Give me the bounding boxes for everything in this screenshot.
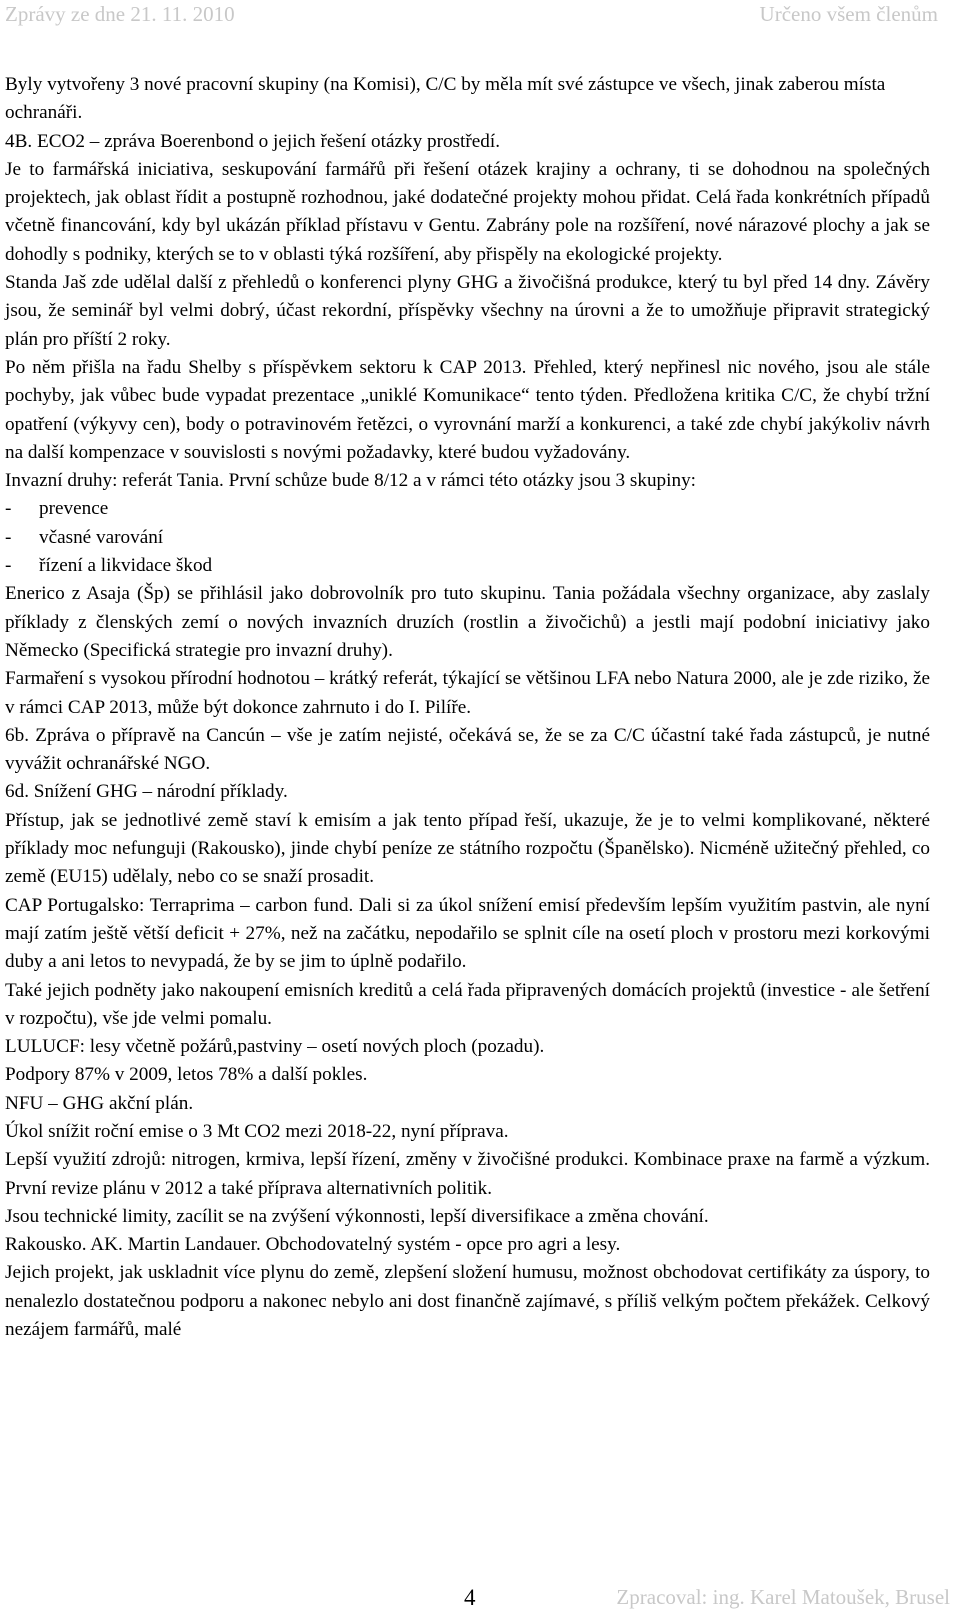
list-item: - včasné varování bbox=[5, 526, 164, 548]
paragraph: Jsou technické limity, zacílit se na zvýšení výkonnosti, lepší diversifikace a změna chování. bbox=[5, 1205, 709, 1227]
paragraph: Jejich projekt, jak uskladnit více plynu do země, zlepšení složení humusu, možnost obchodovat certifikáty za úspory, to nenalezlo dostatečnou podporu a nakonec nebylo ani dost finančně zajímavé, s příliš velkým počtem překážek. Celkový nezájem farmářů, malé bbox=[5, 1262, 930, 1341]
paragraph: Standa Jaš zde udělal další z přehledů o konferenci plyny GHG a živočišná produkce, který tu byl před 14 dny. Závěry jsou, že seminář byl velmi dobrý, účast rekordní, příspěvky všechny na úrovni a že to umožňuje připravit strategický plán pro příští 2 roky. bbox=[5, 272, 930, 350]
paragraph: Po něm přišla na řadu Shelby s příspěvkem sektoru k CAP 2013. Přehled, který nepřinesl nic nového, jsou ale stále pochyby, jak vůbec bude vypadat prezentace „uniklé Komunikace“ tento týden. Předložena kritika C/C, že chybí tržní opatření (výkyvy cen), body o potravinovém řetězci, o vyrovnání marží a konkurenci, a také zde chybí jakýkoliv návrh na další kompenzace v souvislosti s novými požadavky, které budou vyžadovány. bbox=[5, 356, 930, 463]
paragraph: NFU – GHG akční plán. bbox=[5, 1092, 194, 1114]
section-heading: 4B. ECO2 – zpráva Boerenbond o jejich řešení otázky prostředí. bbox=[5, 130, 501, 152]
page-footer bbox=[0, 1585, 960, 1617]
list-item-text: řízení a likvidace škod bbox=[39, 555, 213, 577]
section-heading: 6d. Snížení GHG – národní příklady. bbox=[5, 781, 288, 803]
paragraph: CAP Portugalsko: Terraprima – carbon fund. Dali si za úkol snížení emisí především lepším využitím pastvin, ale nyní mají zatím ještě větší deficit + 27%, než na začátku, nepodařilo se splnit cíle na osetí ploch v prostoru mezi korkovými duby a ani letos to nevypadá, že by se jim to úplně podařilo. bbox=[5, 894, 930, 973]
paragraph: Byly vytvořeny 3 nové pracovní skupiny (na Komisi), C/C by měla mít své zástupce ve všech, jinak zaberou místa ochranáři. bbox=[5, 74, 886, 124]
paragraph: Podpory 87% v 2009, letos 78% a další pokles. bbox=[5, 1064, 368, 1086]
paragraph: Invazní druhy: referát Tania. První schůze bude 8/12 a v rámci této otázky jsou 3 skupiny: bbox=[5, 470, 696, 492]
paragraph: 6b. Zpráva o přípravě na Cancún – vše je zatím nejisté, očekává se, že se za C/C účastní také řada zástupců, je nutné vyvážit ochranářské NGO. bbox=[5, 724, 930, 775]
page-header bbox=[0, 0, 960, 30]
paragraph: Lepší využití zdrojů: nitrogen, krmiva, lepší řízení, změny v živočišné produkci. Kombinace praxe na farmě a výzkum. První revize plánu v 2012 a také příprava alternativních politik. bbox=[5, 1149, 930, 1199]
paragraph: Enerico z Asaja (Šp) se přihlásil jako dobrovolník pro tuto skupinu. Tania požádala všechny organizace, aby zaslaly příklady z členských zemí o nových invazních druzích (rostlin a živočichů) a jestli mají podobní iniciativy jako Německo (Specifická strategie pro invazní druhy). bbox=[5, 583, 930, 661]
list-item: - prevence bbox=[5, 498, 109, 520]
paragraph: Farmaření s vysokou přírodní hodnotou – krátký referát, týkající se většinou LFA nebo Natura 2000, ale je zde riziko, že v rámci CAP 2013, může být dokonce zahrnuto i do I. Pilíře. bbox=[5, 668, 930, 718]
paragraph: Přístup, jak se jednotlivé země staví k emisím a jak tento případ řeší, ukazuje, že je to velmi komplikované, některé příklady moc nefunguji (Rakousko), jinde chybí peníze ze státního rozpočtu (Španělsko). Nicméně užitečný přehled, co země (EU15) udělaly, nebo co se snaží prosadit. bbox=[5, 809, 930, 888]
paragraph: Je to farmářská iniciativa, seskupování farmářů při řešení otázek krajiny a ochrany, ti se dohodnou na společných projektech, jak oblast řídit a postupně rozhodnou, jaké dodatečné projekty mohou přidat. Celá řada konkrétních případů včetně financování, kdy byl ukázán příklad přístavu v Gentu. Zabrány pole na rozšíření, nové nárazové plochy a jak se dohodly s podniky, kterých se to v oblasti týká rozšíření, aby přispěly na ekologické projekty. bbox=[5, 158, 930, 265]
document-body bbox=[5, 71, 930, 1344]
list-item-text: včasné varování bbox=[39, 526, 164, 548]
page-number: 4 bbox=[464, 1585, 476, 1610]
list-item: - řízení a likvidace škod bbox=[5, 555, 213, 577]
header-audience: Určeno všem členům bbox=[759, 2, 938, 26]
paragraph: LULUCF: lesy včetně požárů,pastviny – osetí nových ploch (pozadu). bbox=[5, 1036, 545, 1058]
footer-author: Zpracoval: ing. Karel Matoušek, Brusel bbox=[616, 1585, 950, 1609]
header-title: Zprávy ze dne 21. 11. 2010 bbox=[5, 2, 235, 26]
paragraph: Také jejich podněty jako nakoupení emisních kreditů a celá řada připravených domácích projektů (investice - ale šetření v rozpočtu), vše jde velmi pomalu. bbox=[5, 979, 930, 1029]
paragraph: Úkol snížit roční emise o 3 Mt CO2 mezi 2018-22, nyní příprava. bbox=[5, 1120, 509, 1142]
list-item-text: prevence bbox=[39, 498, 109, 520]
paragraph: Rakousko. AK. Martin Landauer. Obchodovatelný systém - opce pro agri a lesy. bbox=[5, 1234, 621, 1256]
